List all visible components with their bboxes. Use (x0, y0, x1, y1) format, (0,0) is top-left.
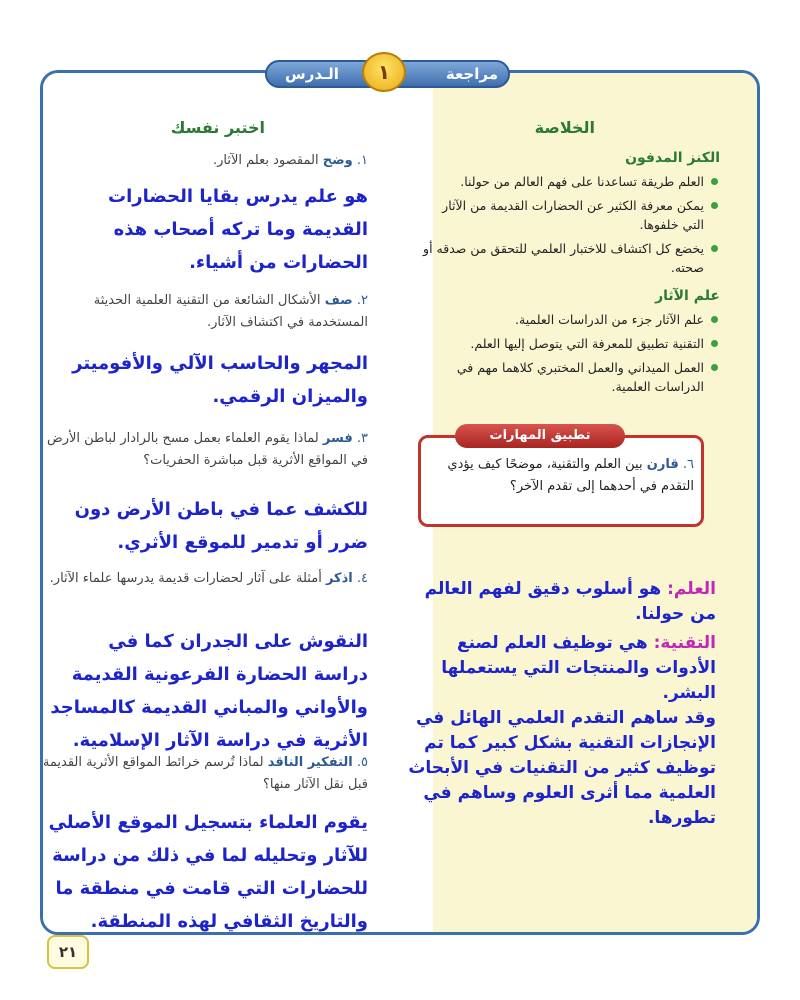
definition-technology (398, 631, 716, 706)
summary-heading-buried-treasure: الكنز المدفون (625, 150, 720, 166)
question-3 (33, 428, 368, 472)
question-number: ٤. (356, 571, 368, 586)
term-science: العلم: (667, 579, 716, 599)
answer-1: هو علم يدرس بقايا الحضارات القديمة وما تركه أصحاب هذه الحضارات من أشياء. (108, 186, 368, 273)
question-text: لماذا يقوم العلماء بعمل مسح بالرادار لباطن الأرض في المواقع الأثرية قبل مباشرة الحفريات؟ (46, 431, 368, 468)
review-label: مراجعة (445, 65, 498, 83)
question-text: لماذا تُرسم خرائط المواقع الأثرية القديمة قبل نقل الآثار منها؟ (42, 755, 368, 792)
lesson-label: الـدرس (285, 65, 339, 83)
question-text: الأشكال الشائعة من التقنية العلمية الحديثة المستخدمة في اكتشاف الآثار. (93, 293, 368, 330)
term-technology: التقنية: (653, 633, 716, 653)
answer-2: المجهر والحاسب الآلي والأفوميتر والميزان الرقمي. (72, 353, 368, 407)
question-1 (68, 150, 368, 172)
question-number: ٣. (356, 431, 368, 446)
list-item: العلم طريقة تساعدنا على فهم العالم من حولنا. (420, 172, 720, 191)
question-number: ٦. (682, 457, 694, 472)
question-number: ٢. (356, 293, 368, 308)
summary-title: الخلاصة (534, 118, 595, 137)
question-number: ٥. (356, 755, 368, 770)
question-2 (33, 290, 368, 334)
question-5 (33, 752, 368, 796)
question-text: أمثلة على آثار لحضارات قديمة يدرسها علماء الآثار. (49, 571, 322, 586)
skills-tab: تطبيق المهارات (455, 424, 625, 448)
self-test-title: اختبر نفسك (170, 118, 265, 137)
question-verb: اذكر (325, 571, 353, 586)
question-text: المقصود بعلم الآثار. (213, 153, 319, 168)
list-item: يمكن معرفة الكثير عن الحضارات القديمة من الآثار التي خلفوها. (420, 196, 720, 234)
list-item: علم الآثار جزء من الدراسات العلمية. (420, 310, 720, 329)
question-verb: قارن (646, 457, 679, 472)
question-verb: التفكير الناقد (267, 755, 353, 770)
summary-list-2 (420, 310, 720, 401)
question-verb: صف (324, 293, 353, 308)
answer-5: يقوم العلماء بتسجيل الموقع الأصلي للآثار وتحليله لما في ذلك من دراسة للحضارات التي قامت في منطقة ما والتاريخ الثقافي لهذه المنطقة. (48, 812, 368, 932)
page-number: ٢١ (47, 935, 89, 969)
question-text: بين العلم والتقنية، موضحًا كيف يؤدي التقدم في أحدهما إلى تقدم الآخر؟ (447, 457, 694, 494)
question-verb: فسر (322, 431, 353, 446)
summary-list-1 (420, 172, 720, 282)
lesson-number-badge: ١ (362, 52, 406, 92)
answer-4: النقوش على الجدران كما في دراسة الحضارة الفرعونية القديمة والأواني والمباني القديمة كالمساجد الأثرية في دراسة الآثار الإسلامية. (50, 631, 368, 751)
question-verb: وضح (322, 153, 353, 168)
list-item: يخضع كل اكتشاف للاختبار العلمي للتحقق من صدقه أو صحته. (420, 239, 720, 277)
definition-text: هي توظيف العلم لصنع الأدوات والمنتجات التي يستعملها البشر. (441, 633, 716, 703)
definition-text: هو أسلوب دقيق لفهم العالم من حولنا. (424, 579, 716, 624)
list-item: التقنية تطبيق للمعرفة التي يتوصل إليها العلم. (420, 334, 720, 353)
summary-heading-archaeology: علم الآثار (655, 288, 720, 304)
answer-3: للكشف عما في باطن الأرض دون ضرر أو تدمير للموقع الأثري. (74, 499, 368, 553)
definition-extra: وقد ساهم التقدم العلمي الهائل في الإنجازات التقنية بشكل كبير كما تم توظيف كثير من التقنيات في الأبحاث العلمية مما أثرى العلوم وساهم في تطورها. (408, 708, 716, 828)
skills-question (432, 454, 694, 498)
definitions (398, 577, 716, 831)
question-4 (33, 568, 368, 590)
question-number: ١. (356, 153, 368, 168)
definition-science (398, 577, 716, 627)
list-item: العمل الميداني والعمل المختبري كلاهما مهم في الدراسات العلمية. (420, 358, 720, 396)
